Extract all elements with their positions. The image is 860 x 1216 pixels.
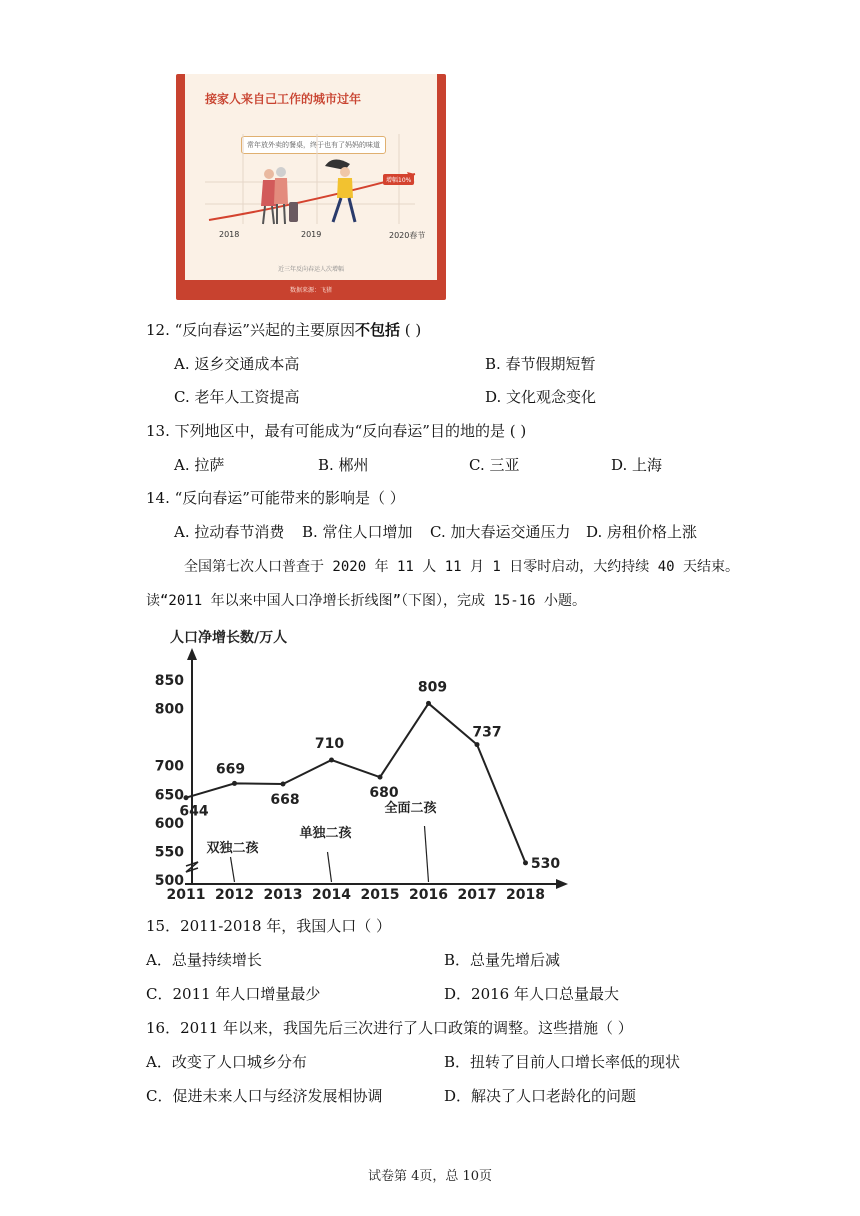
question-16-option-d[interactable]: D．解决了人口老龄化的问题 (444, 1087, 637, 1105)
population-growth-chart (150, 622, 580, 902)
chart-x-axis-arrow (556, 879, 568, 889)
question-12-blank: ( ) (404, 321, 422, 339)
chart-y-tick-600: 600 (154, 815, 184, 832)
question-15-option-d[interactable]: D．2016 年人口总量最大 (444, 985, 619, 1003)
question-12-option-d[interactable]: D. 文化观念变化 (485, 388, 597, 406)
infographic-title: 接家人来自己工作的城市过年 (205, 92, 362, 106)
question-15-option-a[interactable]: A．总量持续增长 (146, 951, 262, 969)
question-15-option-b[interactable]: B．总量先增后减 (444, 951, 561, 969)
chart-annotation-2012: 双独二孩 (206, 841, 259, 856)
chart-annotation-pointer-2016 (425, 826, 429, 882)
chart-data-label-2017: 737 (472, 724, 502, 741)
chart-point-2014 (329, 758, 334, 763)
chart-point-2018 (523, 860, 528, 865)
question-12-option-c[interactable]: C. 老年人工资提高 (174, 388, 300, 406)
question-14-option-c[interactable]: C. 加大春运交通压力 (430, 523, 571, 541)
question-15-stem: 15．2011-2018 年，我国人口（ ） (146, 917, 392, 935)
question-12-option-b[interactable]: B. 春节假期短暂 (485, 355, 596, 373)
question-13-option-b[interactable]: B. 郴州 (318, 456, 369, 474)
chart-annotation-2014: 单独二孩 (299, 826, 352, 841)
question-13-stem: 13. 下列地区中，最有可能成为“反向春运”目的地的是 ( ) (146, 422, 527, 440)
chart-point-2013 (281, 782, 286, 787)
question-16-stem: 16．2011 年以来，我国先后三次进行了人口政策的调整。这些措施（ ） (146, 1019, 633, 1037)
chart-x-tick-2017: 2017 (457, 887, 497, 902)
question-16-option-b[interactable]: B．扭转了目前人口增长率低的现状 (444, 1053, 681, 1071)
chart-annotation-pointer-2012 (231, 857, 235, 882)
question-13-option-d[interactable]: D. 上海 (611, 456, 663, 474)
page-footer: 试卷第 4页，总 10页 (367, 1169, 493, 1184)
question-14-stem: 14. “反向春运”可能带来的影响是（ ） (146, 489, 405, 507)
chart-point-2016 (426, 701, 431, 706)
chart-data-label-2016: 809 (417, 679, 448, 696)
chart-data-label-2011: 644 (179, 803, 209, 820)
question-14-option-b[interactable]: B. 常住人口增加 (302, 523, 413, 541)
chart-x-tick-2015: 2015 (360, 887, 400, 902)
chart-y-tick-650: 650 (154, 787, 184, 804)
chart-x-ticks (167, 887, 545, 902)
question-12-option-a[interactable]: A. 返乡交通成本高 (174, 355, 300, 373)
infographic-year-2018: 2018 (219, 230, 240, 239)
chart-data-label-2013: 668 (270, 792, 300, 808)
chart-x-tick-2014: 2014 (312, 887, 351, 902)
chart-y-tick-500: 500 (154, 873, 184, 889)
chart-x-tick-2012: 2012 (215, 887, 254, 902)
question-13-option-c[interactable]: C. 三亚 (469, 456, 520, 474)
chart-data-label-2018: 530 (530, 855, 561, 872)
infographic-panel (185, 74, 437, 280)
infographic-speech-bubble: 常年放外卖的餐桌，终于也有了妈妈的味道 (241, 136, 386, 154)
chart-annotations (206, 800, 437, 882)
question-13-option-a[interactable]: A. 拉萨 (174, 456, 225, 474)
chart-point-2012 (232, 781, 237, 786)
passage-line-2: 读“2011 年以来中国人口净增长折线图”（下图），完成 15-16 小题。 (146, 593, 587, 609)
infographic-year-2020: 2020春节 (389, 231, 426, 240)
chart-point-2015 (378, 775, 383, 780)
chart-annotation-2016: 全面二孩 (384, 801, 437, 816)
chart-data-label-2012: 669 (215, 761, 246, 778)
question-16-option-c[interactable]: C．促进未来人口与经济发展相协调 (146, 1087, 383, 1105)
infographic-growth-badge: 增幅10% (383, 174, 414, 185)
chart-axis-break-mark (186, 862, 198, 872)
chart-y-ticks (155, 673, 184, 889)
chart-annotation-pointer-2014 (328, 852, 332, 882)
chart-point-2017 (475, 742, 480, 747)
infographic-source: 数据来源：飞猪 (289, 287, 332, 294)
infographic-image (176, 74, 446, 300)
chart-y-axis-label: 人口净增长数/万人 (170, 630, 288, 646)
chart-x-tick-2013: 2013 (263, 887, 303, 902)
chart-x-tick-2016: 2016 (409, 887, 448, 902)
infographic-year-2019: 2019 (301, 230, 322, 239)
chart-x-tick-2018: 2018 (506, 887, 545, 902)
chart-x-tick-2011: 2011 (166, 887, 206, 902)
chart-y-tick-850: 850 (154, 673, 184, 689)
question-16-option-a[interactable]: A．改变了人口城乡分布 (146, 1053, 307, 1071)
infographic-caption: 近三年反向春运人次增幅 (277, 266, 344, 273)
chart-y-tick-700: 700 (154, 758, 184, 775)
chart-y-tick-550: 550 (154, 844, 184, 861)
question-12-stem (146, 320, 421, 340)
question-14-option-d[interactable]: D. 房租价格上涨 (586, 523, 698, 541)
passage-line-1: 全国第七次人口普查于 2020 年 11 人 11 月 1 日零时启动，大约持续 40 天结束。 (184, 559, 740, 575)
chart-data-label-2014: 710 (314, 736, 345, 752)
chart-y-axis-arrow (187, 648, 197, 660)
chart-data-label-2015: 680 (369, 785, 399, 802)
question-12-prefix: 12. “反向春运”兴起的主要原因 (146, 321, 355, 339)
question-12-emphasis: 不包括 (354, 321, 400, 339)
question-15-option-c[interactable]: C．2011 年人口增量最少 (146, 985, 321, 1003)
question-14-option-a[interactable]: A. 拉动春节消费 (174, 523, 285, 541)
chart-y-tick-800: 800 (154, 701, 184, 718)
chart-point-2011 (184, 795, 189, 800)
